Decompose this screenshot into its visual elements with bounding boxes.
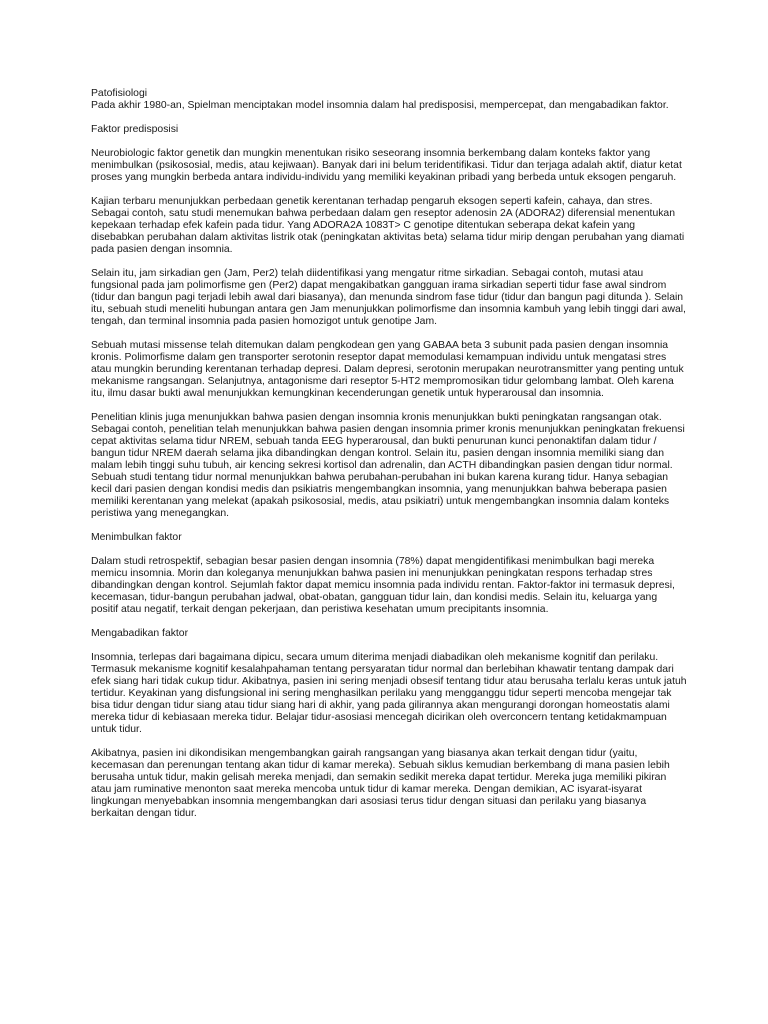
document-intro: Pada akhir 1980-an, Spielman menciptakan model insomnia dalam hal predisposisi, mempercepat, dan mengabadikan faktor. (91, 100, 669, 111)
section-heading-menimbulkan: Menimbulkan faktor (91, 532, 182, 543)
paragraph: Insomnia, terlepas dari bagaimana dipicu, secara umum diterima menjadi diabadikan oleh mekanisme kognitif dan perilaku. Termasuk mekanisme kognitif kesalahpahaman tentang persyaratan tidur normal dan berlebihan khawatir tentang dampak dari efek siang hari tidak cukup tidur. Akibatnya, pasien ini sering menjadi obsesif tentang tidur atau berusaha terlalu keras untuk jatuh tertidur. Keyakinan yang disfungsional ini sering menghasilkan perilaku yang mengganggu tidur seperti mencoba mengejar tak bisa tidur dengan tidur siang atau tidur siang hari di akhir, yang pada gilirannya akan mengurangi dorongan homeostatis alami mereka tidur di kebiasaan mereka tidur. Belajar tidur-asosiasi mencegah dicirikan oleh overconcern tentang ketidakmampuan untuk tidur. (91, 652, 687, 735)
paragraph: Sebuah mutasi missense telah ditemukan dalam pengkodean gen yang GABAA beta 3 subunit pada pasien dengan insomnia kronis. Polimorfisme dalam gen transporter serotonin reseptor dapat memodulasi kemampuan individu untuk mengatasi stres atau mungkin berunding kerentanan terhadap depresi. Dalam depresi, serotonin merupakan neurotransmitter yang penting untuk mekanisme rangsangan. Selanjutnya, antagonisme dari reseptor 5-HT2 mempromosikan tidur gelombang lambat. Oleh karena itu, ilmu dasar bukti awal menunjukkan kemungkinan kecenderungan genetik untuk hyperarousal dan insomnia. (91, 340, 684, 399)
paragraph: Kajian terbaru menunjukkan perbedaan genetik kerentanan terhadap pengaruh eksogen seperti kafein, cahaya, dan stres. Sebagai contoh, satu studi menemukan bahwa perbedaan dalam gen reseptor adenosin 2A (ADORA2) diferensial menentukan kepekaan terhadap efek kafein pada tidur. Yang ADORA2A 1083T> C genotipe ditentukan seberapa dekat kafein yang disebabkan perubahan dalam aktivitas listrik otak (peningkatan aktivitas beta) selama tidur mirip dengan perubahan yang diamati pada pasien dengan insomnia. (91, 196, 685, 255)
document-page (91, 88, 687, 832)
paragraph: Akibatnya, pasien ini dikondisikan mengembangkan gairah rangsangan yang biasanya akan terkait dengan tidur (yaitu, kecemasan dan perenungan tentang akan tidur di kamar mereka). Sebuah siklus kemudian berkembang di mana pasien lebih berusaha untuk tidur, makin gelisah mereka menjadi, dan semakin sedikit mereka dapat tertidur. Mereka juga memiliki pikiran atau jam ruminative menonton saat mereka mencoba untuk tidur di kamar mereka. Dengan demikian, AC isyarat-isyarat lingkungan menyebabkan insomnia mengembangkan dari asosiasi terus tidur dengan situasi dan perilaku yang biasanya berkaitan dengan tidur. (91, 748, 670, 819)
section-heading-mengabadikan: Mengabadikan faktor (91, 628, 189, 639)
paragraph: Selain itu, jam sirkadian gen (Jam, Per2) telah diidentifikasi yang mengatur ritme sirkadian. Sebagai contoh, mutasi atau fungsional pada jam polimorfisme gen (Per2) dapat mengakibatkan gangguan irama sirkadian seperti tidur fase awal sindrom (tidur dan bangun pagi terjadi lebih awal dari biasanya), dan menunda sindrom fase tidur (tidur dan bangun pagi ditunda ). Selain itu, sebuah studi meneliti hubungan antara gen Jam menunjukkan polimorfisme dan insomnia kambuh yang lebih tinggi dari awal, tengah, dan terminal insomnia pada pasien homozigot untuk genotipe Jam. (91, 268, 686, 327)
section-heading-predisposisi: Faktor predisposisi (91, 124, 179, 135)
paragraph: Neurobiologic faktor genetik dan mungkin menentukan risiko seseorang insomnia berkembang dalam konteks faktor yang menimbulkan (psikososial, medis, atau kejiwaan). Banyak dari ini belum teridentifikasi. Tidur dan terjaga adalah aktif, diatur ketat proses yang mungkin berbeda antara individu-individu yang memiliki keyakinan pribadi yang berbeda untuk eksogen pengaruh. (91, 148, 682, 183)
paragraph: Dalam studi retrospektif, sebagian besar pasien dengan insomnia (78%) dapat mengidentifikasi menimbulkan bagi mereka memicu insomnia. Morin dan koleganya menunjukkan bahwa pasien ini menunjukkan peningkatan respons terhadap stres dibandingkan dengan kontrol. Sejumlah faktor dapat memicu insomnia pada individu rentan. Faktor-faktor ini termasuk depresi, kecemasan, tidur-bangun perubahan jadwal, obat-obatan, gangguan tidur lain, dan kondisi medis. Selain itu, keluarga yang positif atau negatif, terkait dengan pekerjaan, dan peristiwa kesehatan umum precipitants insomnia. (91, 556, 675, 615)
paragraph: Penelitian klinis juga menunjukkan bahwa pasien dengan insomnia kronis menunjukkan bukti peningkatan rangsangan otak. Sebagai contoh, penelitian telah menunjukkan bahwa pasien dengan insomnia primer kronis menunjukkan peningkatan frekuensi cepat aktivitas selama tidur NREM, sebuah tanda EEG hyperarousal, dan bukti penurunan kunci penonaktifan dalam tidur / bangun tidur NREM daerah selama jika dibandingkan dengan kontrol. Selain itu, pasien dengan insomnia memiliki siang dan malam lebih tinggi suhu tubuh, air kencing sekresi kortisol dan adrenalin, dan ACTH dibandingkan pasien dengan tidur normal. Sebuah studi tentang tidur normal menunjukkan bahwa perubahan-perubahan ini bukan karena kurang tidur. Hanya sebagian kecil dari pasien dengan kondisi medis dan psikiatris mengembangkan insomnia, yang menunjukkan bahwa beberapa pasien memiliki kerentanan yang melekat (apakah psikososial, medis, atau psikiatri) untuk mengembangkan insomnia dalam konteks peristiwa yang menegangkan. (91, 412, 685, 519)
document-title: Patofisiologi (91, 88, 148, 99)
